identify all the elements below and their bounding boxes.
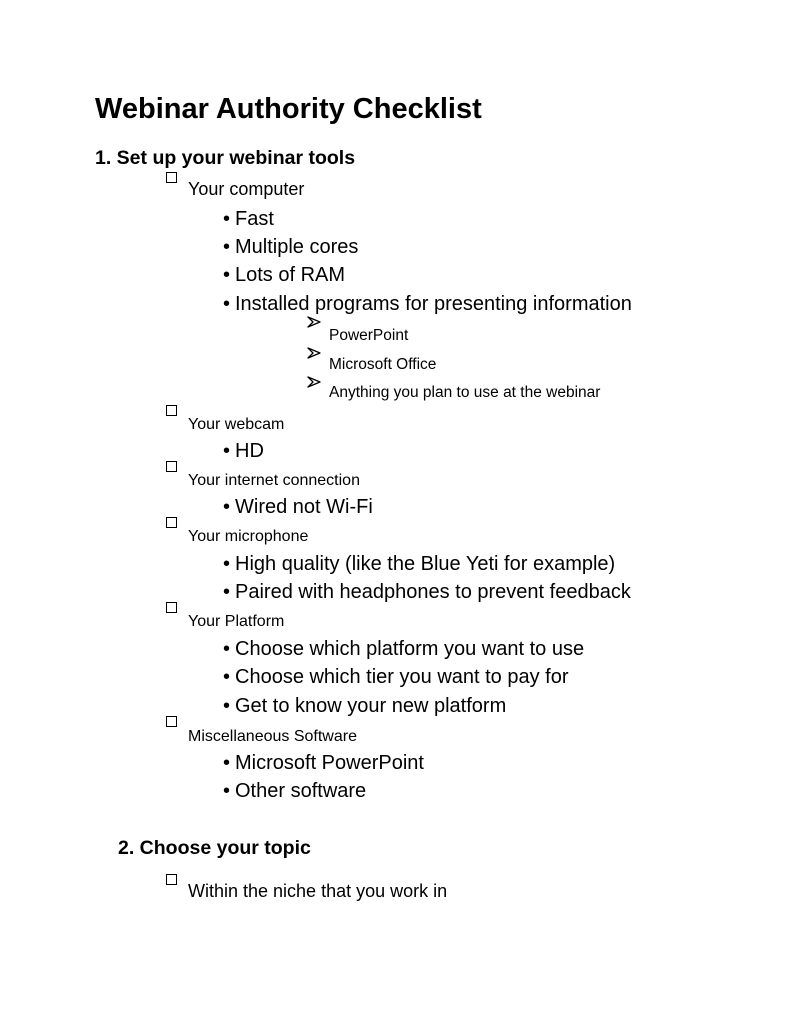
bullet-item: • Fast	[223, 208, 274, 231]
bullet-item: • Multiple cores	[223, 236, 358, 259]
checkbox-computer[interactable]	[166, 172, 177, 183]
arrow-bullet-icon	[307, 316, 321, 330]
bullet-item: • Microsoft PowerPoint	[223, 752, 424, 775]
checklist-item-niche: Within the niche that you work in	[188, 881, 448, 901]
bullet-item: • Wired not Wi-Fi	[223, 496, 373, 519]
checklist-item-software: Miscellaneous Software	[188, 728, 357, 745]
checklist-item-computer: Your computer	[188, 179, 305, 199]
checklist-item-webcam: Your webcam	[188, 416, 285, 433]
checkbox-niche[interactable]	[166, 874, 177, 885]
section-heading-setup-tools: 1. Set up your webinar tools	[95, 147, 356, 169]
bullet-item: • Other software	[223, 780, 366, 803]
sub-bullet-item: Anything you plan to use at the webinar	[329, 384, 601, 401]
arrow-bullet-icon	[307, 347, 321, 361]
checkbox-platform[interactable]	[166, 602, 177, 613]
sub-bullet-item: PowerPoint	[329, 327, 409, 344]
bullet-item: • Lots of RAM	[223, 264, 345, 287]
checklist-title: Webinar Authority Checklist	[95, 93, 482, 125]
checkbox-webcam[interactable]	[166, 405, 177, 416]
checkbox-software[interactable]	[166, 716, 177, 727]
bullet-item: • Choose which tier you want to pay for	[223, 666, 569, 689]
section-heading-choose-topic: 2. Choose your topic	[118, 837, 311, 859]
sub-bullet-item: Microsoft Office	[329, 356, 437, 373]
bullet-item: • High quality (like the Blue Yeti for example)	[223, 553, 615, 576]
bullet-item: • Get to know your new platform	[223, 695, 506, 718]
checklist-item-microphone: Your microphone	[188, 528, 309, 545]
bullet-item: • HD	[223, 440, 264, 463]
bullet-item: • Paired with headphones to prevent feedback	[223, 581, 631, 604]
checkbox-internet[interactable]	[166, 461, 177, 472]
bullet-item: • Installed programs for presenting information	[223, 293, 632, 316]
checklist-item-internet: Your internet connection	[188, 472, 360, 489]
checkbox-microphone[interactable]	[166, 517, 177, 528]
bullet-item: • Choose which platform you want to use	[223, 638, 584, 661]
arrow-bullet-icon	[307, 376, 321, 390]
checklist-item-platform: Your Platform	[188, 613, 285, 630]
